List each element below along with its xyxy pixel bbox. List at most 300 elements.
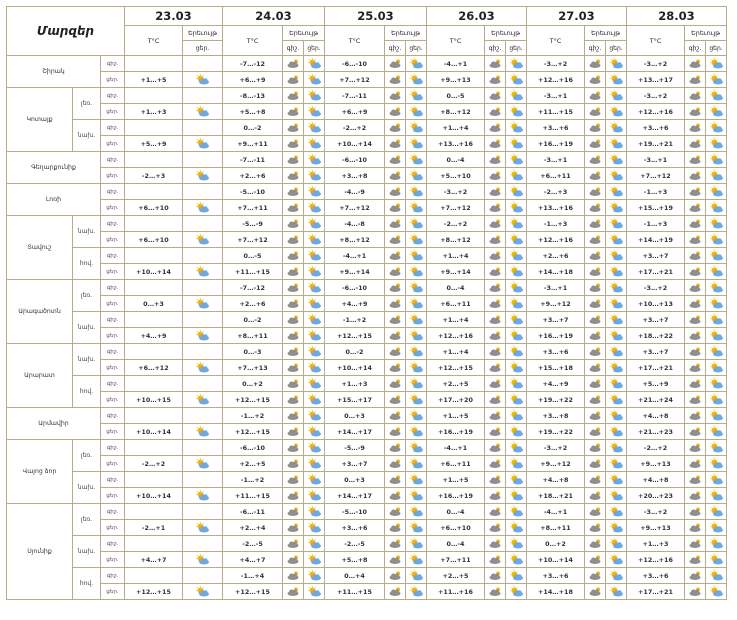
day-icon-cell [406, 232, 427, 248]
night-icon-cell [283, 504, 304, 520]
day-icon-cell [406, 120, 427, 136]
terrain-zone: հով. [73, 376, 101, 408]
temperature-range: +1…+5 [427, 408, 485, 424]
weather-icon-cell [183, 456, 223, 472]
terrain-zone: հով. [73, 248, 101, 280]
day-icon-cell [406, 488, 427, 504]
day-icon-cell [606, 392, 627, 408]
night-icon-cell [283, 136, 304, 152]
cloud-icon [688, 74, 703, 85]
day-subheader: ցեր. [506, 41, 527, 56]
sun-cloud-icon [609, 586, 624, 597]
day-icon-cell [304, 72, 325, 88]
cloud-icon [588, 90, 603, 101]
temperature-range: -8…-13 [223, 88, 283, 104]
day-icon-cell [606, 248, 627, 264]
night-icon-cell [685, 328, 706, 344]
cloud-icon [588, 490, 603, 501]
day-icon-cell [606, 536, 627, 552]
time-of-day: գիշ. [101, 536, 125, 552]
forecast-row [7, 184, 727, 200]
temperature-range: -6…-10 [223, 440, 283, 456]
night-icon-cell [585, 472, 606, 488]
cloud-icon [286, 186, 301, 197]
day-icon-cell [606, 280, 627, 296]
sun-cloud-icon [709, 74, 724, 85]
cloud-icon [286, 394, 301, 405]
temperature-range: -7…-12 [223, 56, 283, 72]
phenomena-header: Երեւույթ [485, 26, 527, 41]
night-icon-cell [485, 408, 506, 424]
temperature-range: -1…+2 [223, 472, 283, 488]
sun-cloud-icon [307, 378, 322, 389]
temperature-range: +3…+7 [627, 344, 685, 360]
cloud-icon [588, 474, 603, 485]
day-icon-cell [606, 264, 627, 280]
cloud-icon [388, 138, 403, 149]
night-icon-cell [585, 312, 606, 328]
sun-cloud-icon [709, 570, 724, 581]
night-icon-cell [585, 104, 606, 120]
cloud-icon [286, 90, 301, 101]
weather-icon-cell [183, 296, 223, 312]
night-icon-cell [685, 344, 706, 360]
temperature-range: +6…+12 [125, 360, 183, 376]
forecast-row [7, 248, 727, 264]
cloud-icon [388, 490, 403, 501]
temperature-range [125, 568, 183, 584]
temperature-range: +3…+6 [627, 568, 685, 584]
temperature-range [125, 344, 183, 360]
day-icon-cell [606, 376, 627, 392]
night-icon-cell [385, 456, 406, 472]
temperature-range: +3…+7 [527, 312, 585, 328]
sun-cloud-icon [409, 266, 424, 277]
day-icon-cell [606, 520, 627, 536]
night-icon-cell [385, 536, 406, 552]
night-icon-cell [585, 152, 606, 168]
terrain-zone: լեռ. [73, 504, 101, 536]
night-icon-cell [685, 184, 706, 200]
day-icon-cell [304, 312, 325, 328]
day-icon-cell [706, 552, 727, 568]
phenomena-header: Երեւույթ [585, 26, 627, 41]
night-icon-cell [283, 248, 304, 264]
cloud-icon [286, 570, 301, 581]
sun-cloud-icon [195, 170, 210, 181]
night-icon-cell [385, 344, 406, 360]
weather-icon-cell [183, 72, 223, 88]
temperature-range: +7…+12 [427, 200, 485, 216]
sun-cloud-icon [307, 90, 322, 101]
temperature-range: -3…+2 [527, 56, 585, 72]
cloud-icon [688, 362, 703, 373]
sun-cloud-icon [609, 490, 624, 501]
temperature-range: -6…-10 [325, 280, 385, 296]
sun-cloud-icon [609, 74, 624, 85]
cloud-icon [286, 506, 301, 517]
day-icon-cell [506, 328, 527, 344]
day-icon-cell [304, 168, 325, 184]
cloud-icon [488, 330, 503, 341]
time-of-day: ցեր. [101, 328, 125, 344]
temperature-range: +8…+11 [527, 520, 585, 536]
sun-cloud-icon [609, 410, 624, 421]
night-icon-cell [685, 232, 706, 248]
sun-cloud-icon [409, 346, 424, 357]
temperature-range: +10…+14 [325, 136, 385, 152]
sun-cloud-icon [307, 74, 322, 85]
sun-cloud-icon [509, 90, 524, 101]
night-icon-cell [585, 120, 606, 136]
day-icon-cell [706, 312, 727, 328]
day-icon-cell [406, 552, 427, 568]
sun-cloud-icon [609, 474, 624, 485]
night-icon-cell [585, 568, 606, 584]
day-icon-cell [706, 360, 727, 376]
date-header: 27.03 [527, 7, 627, 26]
cloud-icon [588, 122, 603, 133]
sun-cloud-icon [195, 586, 210, 597]
night-icon-cell [685, 520, 706, 536]
day-icon-cell [406, 88, 427, 104]
sun-cloud-icon [409, 490, 424, 501]
night-icon-cell [685, 552, 706, 568]
night-icon-cell [685, 424, 706, 440]
temperature-range: +9…+12 [527, 296, 585, 312]
sun-cloud-icon [409, 586, 424, 597]
forecast-row [7, 520, 727, 536]
cloud-icon [688, 442, 703, 453]
time-of-day: գիշ. [101, 152, 125, 168]
night-icon-cell [385, 408, 406, 424]
day-icon-cell [304, 328, 325, 344]
sun-cloud-icon [409, 202, 424, 213]
day-icon-cell [706, 536, 727, 552]
night-icon-cell [283, 312, 304, 328]
cloud-icon [388, 58, 403, 69]
cloud-icon [488, 474, 503, 485]
temperature-range: +9…+12 [527, 456, 585, 472]
day-icon-cell [606, 488, 627, 504]
day-icon-cell [706, 456, 727, 472]
phenomena-header: Երեւույթ [183, 26, 223, 41]
sun-cloud-icon [709, 170, 724, 181]
cloud-icon [488, 570, 503, 581]
sun-cloud-icon [409, 218, 424, 229]
day-icon-cell [606, 72, 627, 88]
temperature-range: -4…+1 [325, 248, 385, 264]
night-icon-cell [585, 200, 606, 216]
temperature-range: 0…-4 [427, 280, 485, 296]
temperature-header: T°C [223, 26, 283, 56]
night-icon-cell [485, 360, 506, 376]
cloud-icon [388, 522, 403, 533]
night-icon-cell [283, 408, 304, 424]
sun-cloud-icon [409, 74, 424, 85]
day-icon-cell [506, 344, 527, 360]
day-icon-cell [706, 168, 727, 184]
cloud-icon [688, 122, 703, 133]
cloud-icon [488, 234, 503, 245]
sun-cloud-icon [509, 266, 524, 277]
time-of-day: գիշ. [101, 88, 125, 104]
night-icon-cell [585, 216, 606, 232]
sun-cloud-icon [307, 538, 322, 549]
day-icon-cell [406, 216, 427, 232]
cloud-icon [588, 554, 603, 565]
sun-cloud-icon [509, 330, 524, 341]
temperature-range [125, 248, 183, 264]
date-header: 26.03 [427, 7, 527, 26]
sun-cloud-icon [609, 570, 624, 581]
temperature-range [125, 408, 183, 424]
temperature-header: T°C [627, 26, 685, 56]
night-icon-cell [685, 296, 706, 312]
cloud-icon [286, 106, 301, 117]
terrain-zone: նախ. [73, 120, 101, 152]
sun-cloud-icon [409, 58, 424, 69]
temperature-range: -4…-9 [325, 184, 385, 200]
sun-cloud-icon [307, 58, 322, 69]
temperature-range: -3…+2 [627, 504, 685, 520]
sun-cloud-icon [409, 282, 424, 293]
temperature-range: +12…+15 [223, 424, 283, 440]
sun-cloud-icon [195, 202, 210, 213]
night-icon-cell [585, 360, 606, 376]
cloud-icon [488, 458, 503, 469]
night-icon-cell [485, 488, 506, 504]
temperature-range [125, 56, 183, 72]
day-icon-cell [304, 344, 325, 360]
sun-cloud-icon [409, 538, 424, 549]
forecast-row [7, 312, 727, 328]
day-icon-cell [706, 504, 727, 520]
sun-cloud-icon [609, 330, 624, 341]
cloud-icon [286, 234, 301, 245]
sun-cloud-icon [307, 266, 322, 277]
forecast-row [7, 360, 727, 376]
cloud-icon [388, 474, 403, 485]
night-icon-cell [585, 280, 606, 296]
night-icon-cell [585, 72, 606, 88]
weather-icon-cell [183, 280, 223, 296]
night-icon-cell [283, 296, 304, 312]
night-icon-cell [485, 456, 506, 472]
sun-cloud-icon [509, 234, 524, 245]
sun-cloud-icon [709, 250, 724, 261]
temperature-range: +11…+15 [223, 488, 283, 504]
cloud-icon [388, 186, 403, 197]
day-icon-cell [304, 136, 325, 152]
day-icon-cell [406, 424, 427, 440]
temperature-range: +9…+13 [427, 72, 485, 88]
temperature-range: +17…+21 [627, 264, 685, 280]
weather-icon-cell [183, 488, 223, 504]
temperature-range: +17…+21 [627, 360, 685, 376]
cloud-icon [688, 458, 703, 469]
night-icon-cell [585, 344, 606, 360]
day-icon-cell [304, 568, 325, 584]
cloud-icon [488, 106, 503, 117]
day-icon-cell [304, 184, 325, 200]
temperature-range: +8…+12 [427, 232, 485, 248]
sun-cloud-icon [409, 298, 424, 309]
time-of-day: գիշ. [101, 440, 125, 456]
cloud-icon [388, 90, 403, 101]
terrain-zone: լեռ. [73, 280, 101, 312]
day-icon-cell [506, 376, 527, 392]
cloud-icon [286, 522, 301, 533]
sun-cloud-icon [409, 410, 424, 421]
sun-cloud-icon [609, 298, 624, 309]
night-icon-cell [685, 568, 706, 584]
day-icon-cell [304, 376, 325, 392]
night-icon-cell [385, 376, 406, 392]
night-icon-cell [585, 536, 606, 552]
temperature-range: -5…-10 [223, 184, 283, 200]
temperature-range: +11…+15 [527, 104, 585, 120]
night-icon-cell [283, 328, 304, 344]
cloud-icon [588, 586, 603, 597]
weather-icon-cell [183, 248, 223, 264]
day-icon-cell [406, 296, 427, 312]
temperature-range: +10…+14 [527, 552, 585, 568]
day-icon-cell [706, 232, 727, 248]
sun-cloud-icon [609, 538, 624, 549]
cloud-icon [588, 410, 603, 421]
time-of-day: գիշ. [101, 472, 125, 488]
sun-cloud-icon [409, 522, 424, 533]
sun-cloud-icon [307, 330, 322, 341]
temperature-range: 0…-2 [223, 120, 283, 136]
weather-icon-cell [183, 232, 223, 248]
temperature-range: -2…+3 [527, 184, 585, 200]
night-icon-cell [385, 328, 406, 344]
sun-cloud-icon [509, 378, 524, 389]
temperature-range: +19…+22 [527, 424, 585, 440]
forecast-table-wrapper [6, 6, 727, 600]
cloud-icon [388, 202, 403, 213]
time-of-day: ցեր. [101, 392, 125, 408]
cloud-icon [688, 202, 703, 213]
night-icon-cell [283, 104, 304, 120]
cloud-icon [588, 298, 603, 309]
night-icon-cell [685, 248, 706, 264]
weather-icon-cell [183, 424, 223, 440]
sun-cloud-icon [509, 314, 524, 325]
day-icon-cell [304, 472, 325, 488]
temperature-range: +1…+4 [427, 248, 485, 264]
night-icon-cell [485, 104, 506, 120]
night-icon-cell [283, 264, 304, 280]
time-of-day: ցեր. [101, 456, 125, 472]
sun-cloud-icon [195, 106, 210, 117]
day-icon-cell [706, 376, 727, 392]
temperature-range: +6…+9 [325, 104, 385, 120]
sun-cloud-icon [709, 218, 724, 229]
temperature-range: -1…+2 [223, 408, 283, 424]
sun-cloud-icon [609, 250, 624, 261]
sun-cloud-icon [307, 394, 322, 405]
night-icon-cell [585, 296, 606, 312]
night-icon-cell [485, 504, 506, 520]
night-icon-cell [685, 456, 706, 472]
day-icon-cell [706, 200, 727, 216]
night-icon-cell [685, 408, 706, 424]
day-icon-cell [606, 120, 627, 136]
temperature-range: +12…+15 [223, 584, 283, 600]
cloud-icon [488, 346, 503, 357]
night-icon-cell [283, 168, 304, 184]
day-icon-cell [506, 312, 527, 328]
forecast-row [7, 552, 727, 568]
day-icon-cell [706, 152, 727, 168]
weather-icon-cell [183, 120, 223, 136]
temperature-header: T°C [325, 26, 385, 56]
terrain-zone: նախ. [73, 472, 101, 504]
temperature-range: +13…+16 [527, 200, 585, 216]
day-icon-cell [506, 472, 527, 488]
cloud-icon [286, 442, 301, 453]
day-icon-cell [304, 424, 325, 440]
sun-cloud-icon [509, 218, 524, 229]
weather-icon-cell [183, 152, 223, 168]
day-icon-cell [706, 392, 727, 408]
forecast-row [7, 456, 727, 472]
temperature-range: +7…+13 [223, 360, 283, 376]
night-icon-cell [283, 440, 304, 456]
cloud-icon [688, 90, 703, 101]
terrain-zone: նախ. [73, 312, 101, 344]
sun-cloud-icon [709, 458, 724, 469]
weather-icon-cell [183, 504, 223, 520]
night-icon-cell [585, 552, 606, 568]
time-of-day: ցեր. [101, 552, 125, 568]
sun-cloud-icon [409, 250, 424, 261]
temperature-range: -2…+3 [125, 168, 183, 184]
day-icon-cell [706, 568, 727, 584]
night-icon-cell [585, 184, 606, 200]
day-icon-cell [506, 584, 527, 600]
sun-cloud-icon [709, 154, 724, 165]
forecast-row [7, 56, 727, 72]
day-icon-cell [706, 296, 727, 312]
sun-cloud-icon [409, 314, 424, 325]
cloud-icon [286, 378, 301, 389]
cloud-icon [588, 330, 603, 341]
night-icon-cell [685, 472, 706, 488]
night-icon-cell [385, 72, 406, 88]
night-icon-cell [485, 328, 506, 344]
weather-icon-cell [183, 136, 223, 152]
sun-cloud-icon [195, 522, 210, 533]
night-icon-cell [385, 120, 406, 136]
sun-cloud-icon [709, 362, 724, 373]
night-icon-cell [485, 152, 506, 168]
weather-icon-cell [183, 472, 223, 488]
night-icon-cell [485, 280, 506, 296]
temperature-range: -1…+4 [223, 568, 283, 584]
sun-cloud-icon [609, 186, 624, 197]
night-icon-cell [283, 392, 304, 408]
cloud-icon [388, 506, 403, 517]
temperature-range: -4…-8 [325, 216, 385, 232]
cloud-icon [286, 122, 301, 133]
temperature-range: 0…-2 [325, 344, 385, 360]
cloud-icon [286, 58, 301, 69]
temperature-range: +8…+12 [325, 232, 385, 248]
